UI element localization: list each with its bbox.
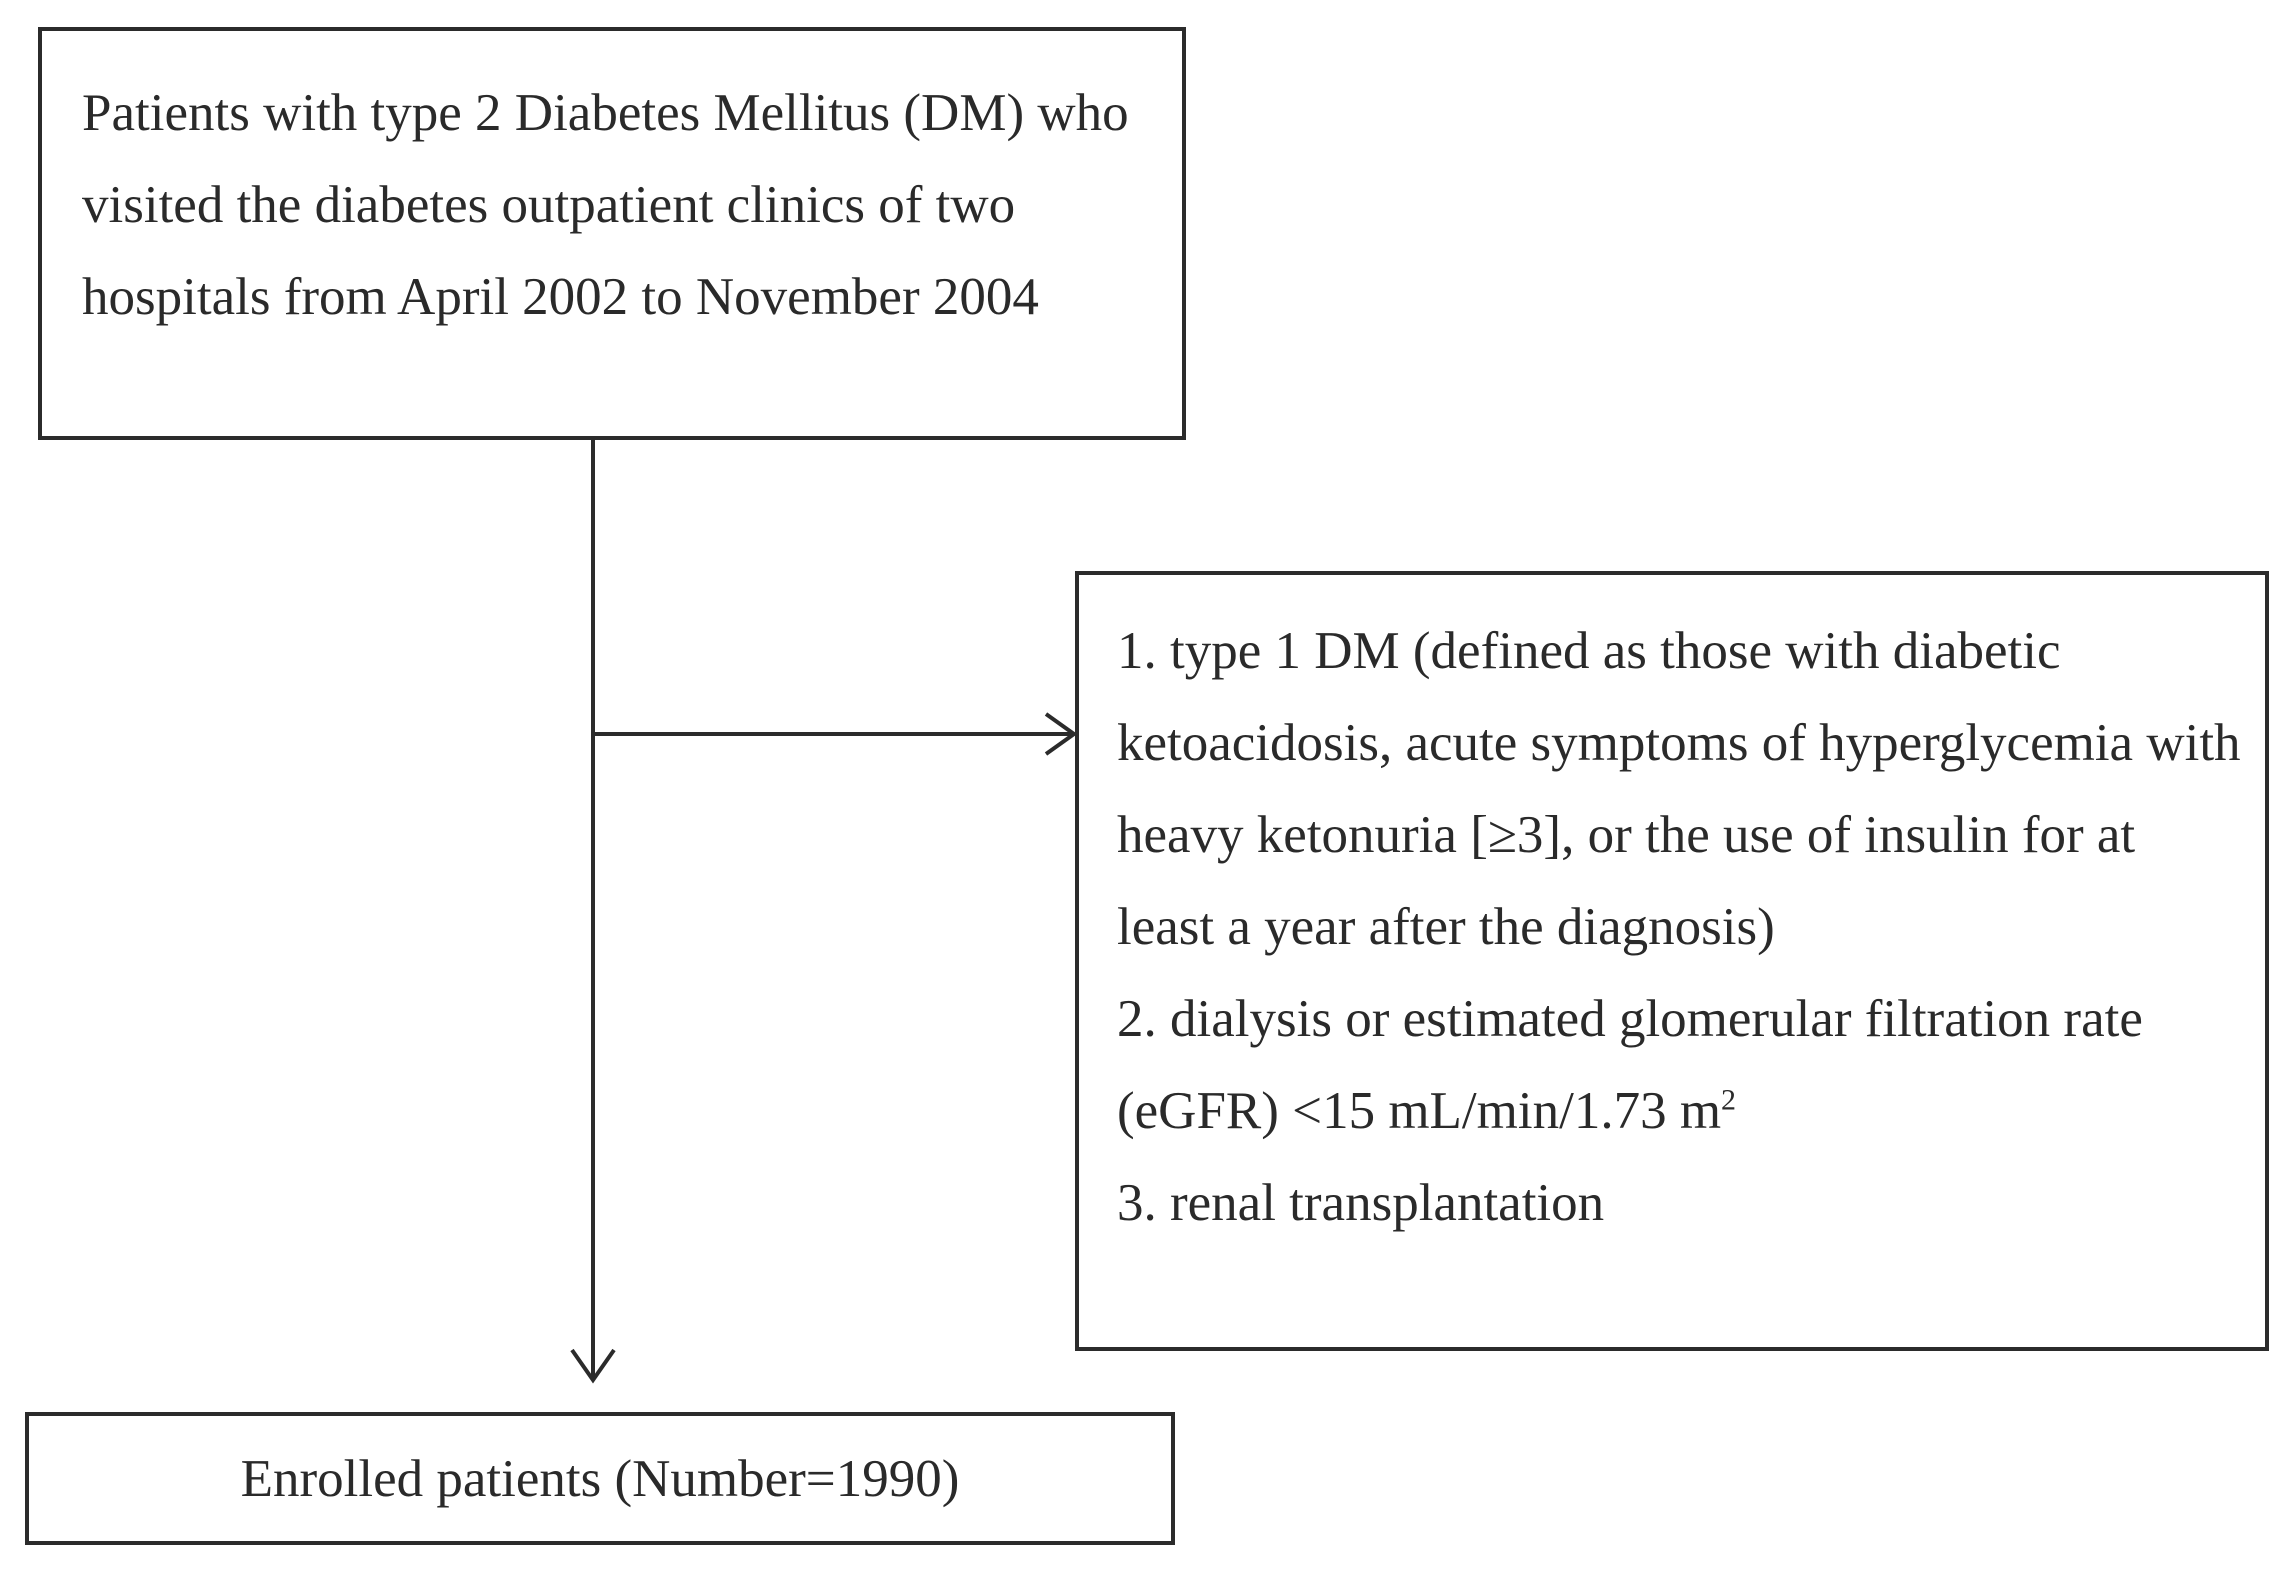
exclusion-criterion-2-superscript: 2 xyxy=(1721,1083,1737,1117)
enrolled-patients-box xyxy=(25,1412,1175,1545)
enrolled-patients-text: Enrolled patients (Number=1990) xyxy=(240,1449,960,1508)
source-population-text: Patients with type 2 Diabetes Mellitus (DM) who visited the diabetes outpatient clinics of two hospitals from April 2002 to November 2004 xyxy=(82,84,1129,326)
exclusion-criterion-3: 3. renal transplantation xyxy=(1117,1174,1605,1232)
exclusion-criterion-1: 1. type 1 DM (defined as those with diabetic ketoacidosis, acute symptoms of hyperglycemia with heavy ketonuria [≥3], or the use of insulin for at least a year after the diagnosis) xyxy=(1117,622,2241,956)
exclusion-criterion-2-text: 2. dialysis or estimated glomerular filtration rate (eGFR) <15 mL/min/1.73 m xyxy=(1117,990,2143,1140)
exclusion-criterion-2 xyxy=(1117,973,2245,1157)
exclusion-criteria-box xyxy=(1075,571,2269,1351)
source-population-box xyxy=(38,27,1186,440)
